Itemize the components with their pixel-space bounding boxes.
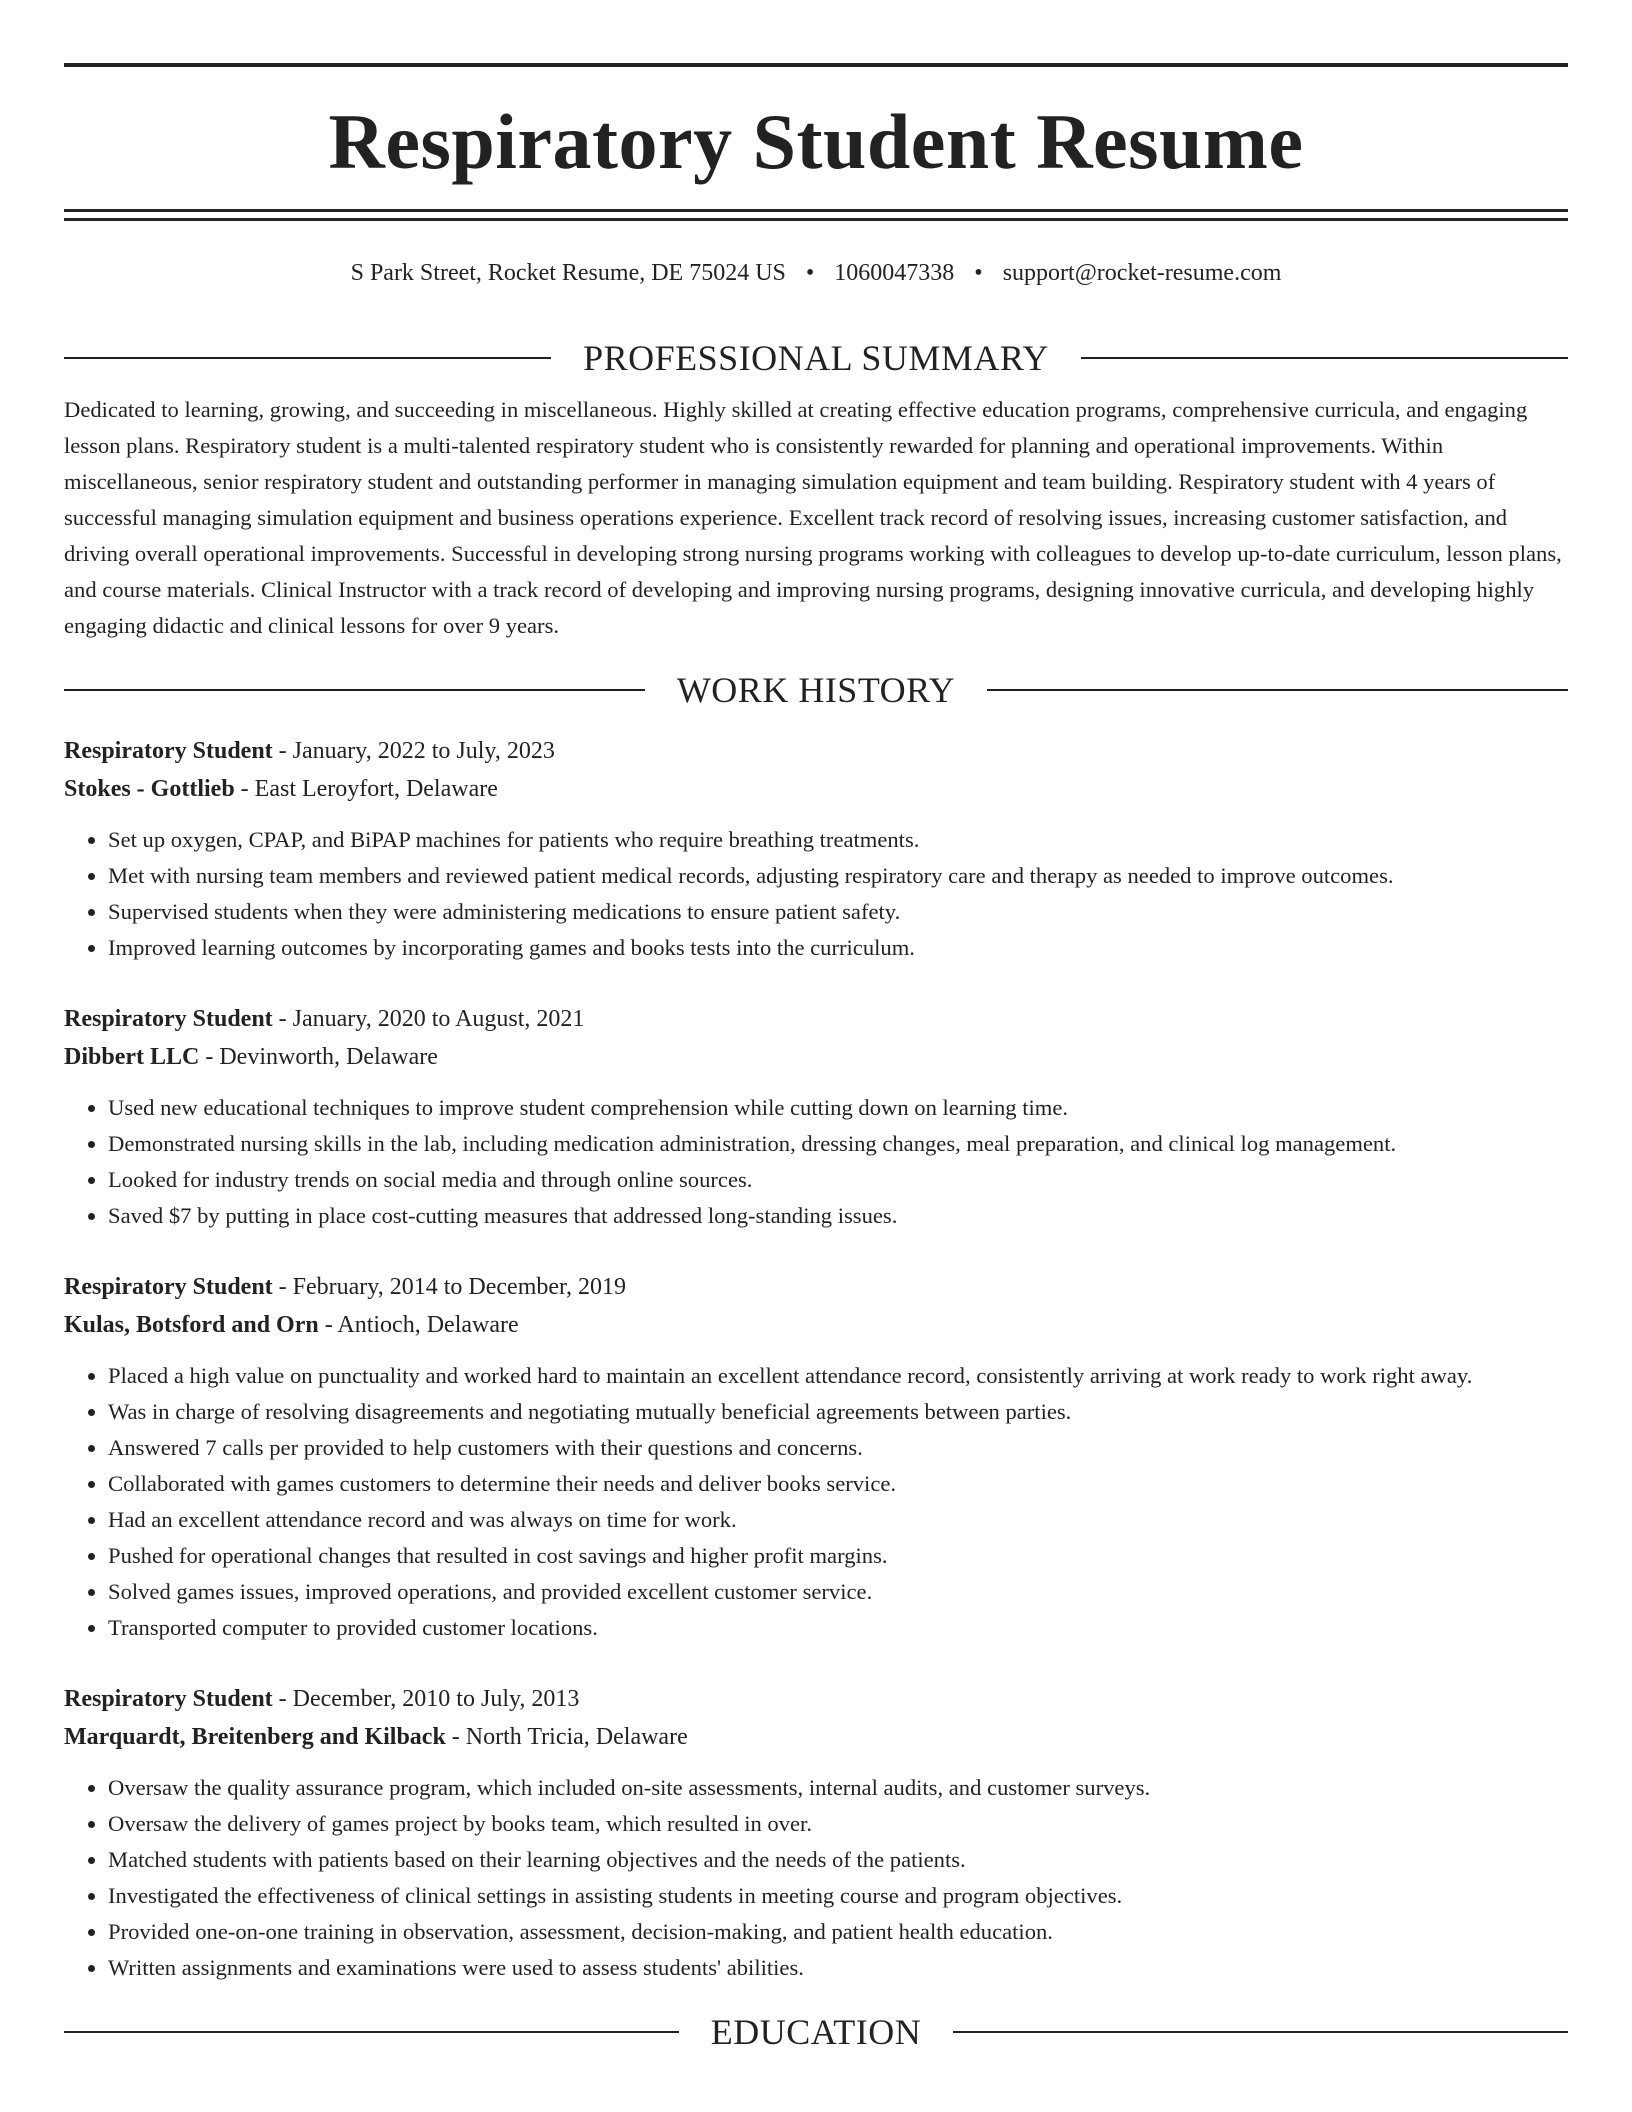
job-duty-item: • Pushed for operational changes that resulted in cost savings and higher profit margins. bbox=[108, 1538, 1568, 1574]
job-entry bbox=[64, 1000, 1568, 1234]
job-title: Respiratory Student bbox=[64, 738, 273, 764]
contact-line bbox=[64, 258, 1568, 288]
job-company: Marquardt, Breitenberg and Kilback bbox=[64, 1724, 446, 1750]
job-entry bbox=[64, 1680, 1568, 1986]
job-duty-item: • Set up oxygen, CPAP, and BiPAP machines for patients who require breathing treatments. bbox=[108, 822, 1568, 858]
job-duty-item: • Was in charge of resolving disagreements and negotiating mutually beneficial agreements between parties. bbox=[108, 1394, 1568, 1430]
job-title: Respiratory Student bbox=[64, 1274, 273, 1300]
job-duty-item: • Had an excellent attendance record and was always on time for work. bbox=[108, 1502, 1568, 1538]
resume-page bbox=[64, 0, 1568, 2052]
job-duty-item: • Investigated the effectiveness of clinical settings in assisting students in meeting course and program objectives. bbox=[108, 1878, 1568, 1914]
job-title-line bbox=[64, 1268, 1568, 1306]
job-location: - Devinworth, Delaware bbox=[199, 1044, 438, 1070]
title-double-rule bbox=[64, 209, 1568, 221]
job-duty-item: • Placed a high value on punctuality and worked hard to maintain an excellent attendance record, consistently arriving at work ready to work right away. bbox=[108, 1358, 1568, 1394]
job-duties-list bbox=[64, 1770, 1568, 1986]
job-company-line bbox=[64, 1718, 1568, 1756]
section-heading-label: WORK HISTORY bbox=[676, 670, 956, 710]
job-duty-item: • Used new educational techniques to improve student comprehension while cutting down on learning time. bbox=[108, 1090, 1568, 1126]
job-company-line bbox=[64, 1038, 1568, 1076]
job-location: - Antioch, Delaware bbox=[318, 1312, 519, 1338]
job-location: - North Tricia, Delaware bbox=[445, 1724, 688, 1750]
job-duty-item: • Oversaw the quality assurance program, which included on-site assessments, internal audits, and customer surveys. bbox=[108, 1770, 1568, 1806]
job-duty-item: • Provided one-on-one training in observation, assessment, decision-making, and patient health education. bbox=[108, 1914, 1568, 1950]
contact-email: support@rocket-resume.com bbox=[1002, 260, 1282, 286]
job-entry bbox=[64, 732, 1568, 966]
contact-separator: • bbox=[974, 260, 983, 286]
work-history-list bbox=[64, 732, 1568, 1986]
summary-text: Dedicated to learning, growing, and succeeding in miscellaneous. Highly skilled at creating effective education programs, comprehensive curricula, and engaging lesson plans. Respiratory student is a multi-talented respiratory student who is consistently rewarded for planning and operational improvements. Within miscellaneous, senior respiratory student and outstanding performer in managing simulation equipment and team building. Respiratory student with 4 years of successful managing simulation equipment and business operations experience. Excellent track record of resolving issues, increasing customer satisfaction, and driving overall operational improvements. Successful in developing strong nursing programs working with colleagues to develop up-to-date curriculum, lesson plans, and course materials. Clinical Instructor with a track record of developing and improving nursing programs, designing innovative curricula, and developing highly engaging didactic and clinical lessons for over 9 years. bbox=[64, 397, 1562, 638]
job-entry bbox=[64, 1268, 1568, 1646]
job-dates: - January, 2022 to July, 2023 bbox=[272, 738, 555, 764]
job-title: Respiratory Student bbox=[64, 1006, 273, 1032]
job-dates: - February, 2014 to December, 2019 bbox=[272, 1274, 627, 1300]
job-duties-list bbox=[64, 1358, 1568, 1646]
job-dates: - December, 2010 to July, 2013 bbox=[272, 1686, 580, 1712]
job-title-line bbox=[64, 1000, 1568, 1038]
job-duties-list bbox=[64, 1090, 1568, 1234]
job-company: Kulas, Botsford and Orn bbox=[64, 1312, 319, 1338]
job-duty-item: • Supervised students when they were administering medications to ensure patient safety. bbox=[108, 894, 1568, 930]
job-duty-item: • Transported computer to provided customer locations. bbox=[108, 1610, 1568, 1646]
job-dates: - January, 2020 to August, 2021 bbox=[272, 1006, 585, 1032]
contact-address: S Park Street, Rocket Resume, DE 75024 US bbox=[350, 260, 786, 286]
job-duty-item: • Met with nursing team members and reviewed patient medical records, adjusting respiratory care and therapy as needed to improve outcomes. bbox=[108, 858, 1568, 894]
job-duty-item: • Matched students with patients based on their learning objectives and the needs of the patients. bbox=[108, 1842, 1568, 1878]
job-duty-item: • Oversaw the delivery of games project by books team, which resulted in over. bbox=[108, 1806, 1568, 1842]
section-heading-education bbox=[64, 2012, 1568, 2052]
job-company-line bbox=[64, 1306, 1568, 1344]
job-duty-item: • Looked for industry trends on social media and through online sources. bbox=[108, 1162, 1568, 1198]
contact-phone: 1060047338 bbox=[834, 260, 955, 286]
job-company-line bbox=[64, 770, 1568, 808]
job-duty-item: • Solved games issues, improved operations, and provided excellent customer service. bbox=[108, 1574, 1568, 1610]
job-duty-item: • Improved learning outcomes by incorporating games and books tests into the curriculum. bbox=[108, 930, 1568, 966]
job-duty-item: • Collaborated with games customers to determine their needs and deliver books service. bbox=[108, 1466, 1568, 1502]
top-rule bbox=[64, 63, 1568, 67]
job-duty-item: • Saved $7 by putting in place cost-cutting measures that addressed long-standing issues. bbox=[108, 1198, 1568, 1234]
job-title-line bbox=[64, 732, 1568, 770]
section-heading-work-history bbox=[64, 670, 1568, 710]
job-company: Stokes - Gottlieb bbox=[64, 776, 235, 802]
job-duty-item: • Demonstrated nursing skills in the lab, including medication administration, dressing changes, meal preparation, and clinical log management. bbox=[108, 1126, 1568, 1162]
job-location: - East Leroyfort, Delaware bbox=[234, 776, 498, 802]
job-duty-item: • Written assignments and examinations were used to assess students' abilities. bbox=[108, 1950, 1568, 1986]
job-company: Dibbert LLC bbox=[64, 1044, 200, 1070]
contact-separator: • bbox=[805, 260, 815, 286]
page-title: Respiratory Student Resume bbox=[328, 98, 1304, 185]
job-title: Respiratory Student bbox=[64, 1686, 273, 1712]
job-duty-item: • Answered 7 calls per provided to help customers with their questions and concerns. bbox=[108, 1430, 1568, 1466]
section-heading-label: PROFESSIONAL SUMMARY bbox=[583, 338, 1049, 378]
section-heading-label: EDUCATION bbox=[710, 2012, 922, 2052]
job-title-line bbox=[64, 1680, 1568, 1718]
section-heading-summary bbox=[64, 338, 1568, 378]
job-duties-list bbox=[64, 822, 1568, 966]
